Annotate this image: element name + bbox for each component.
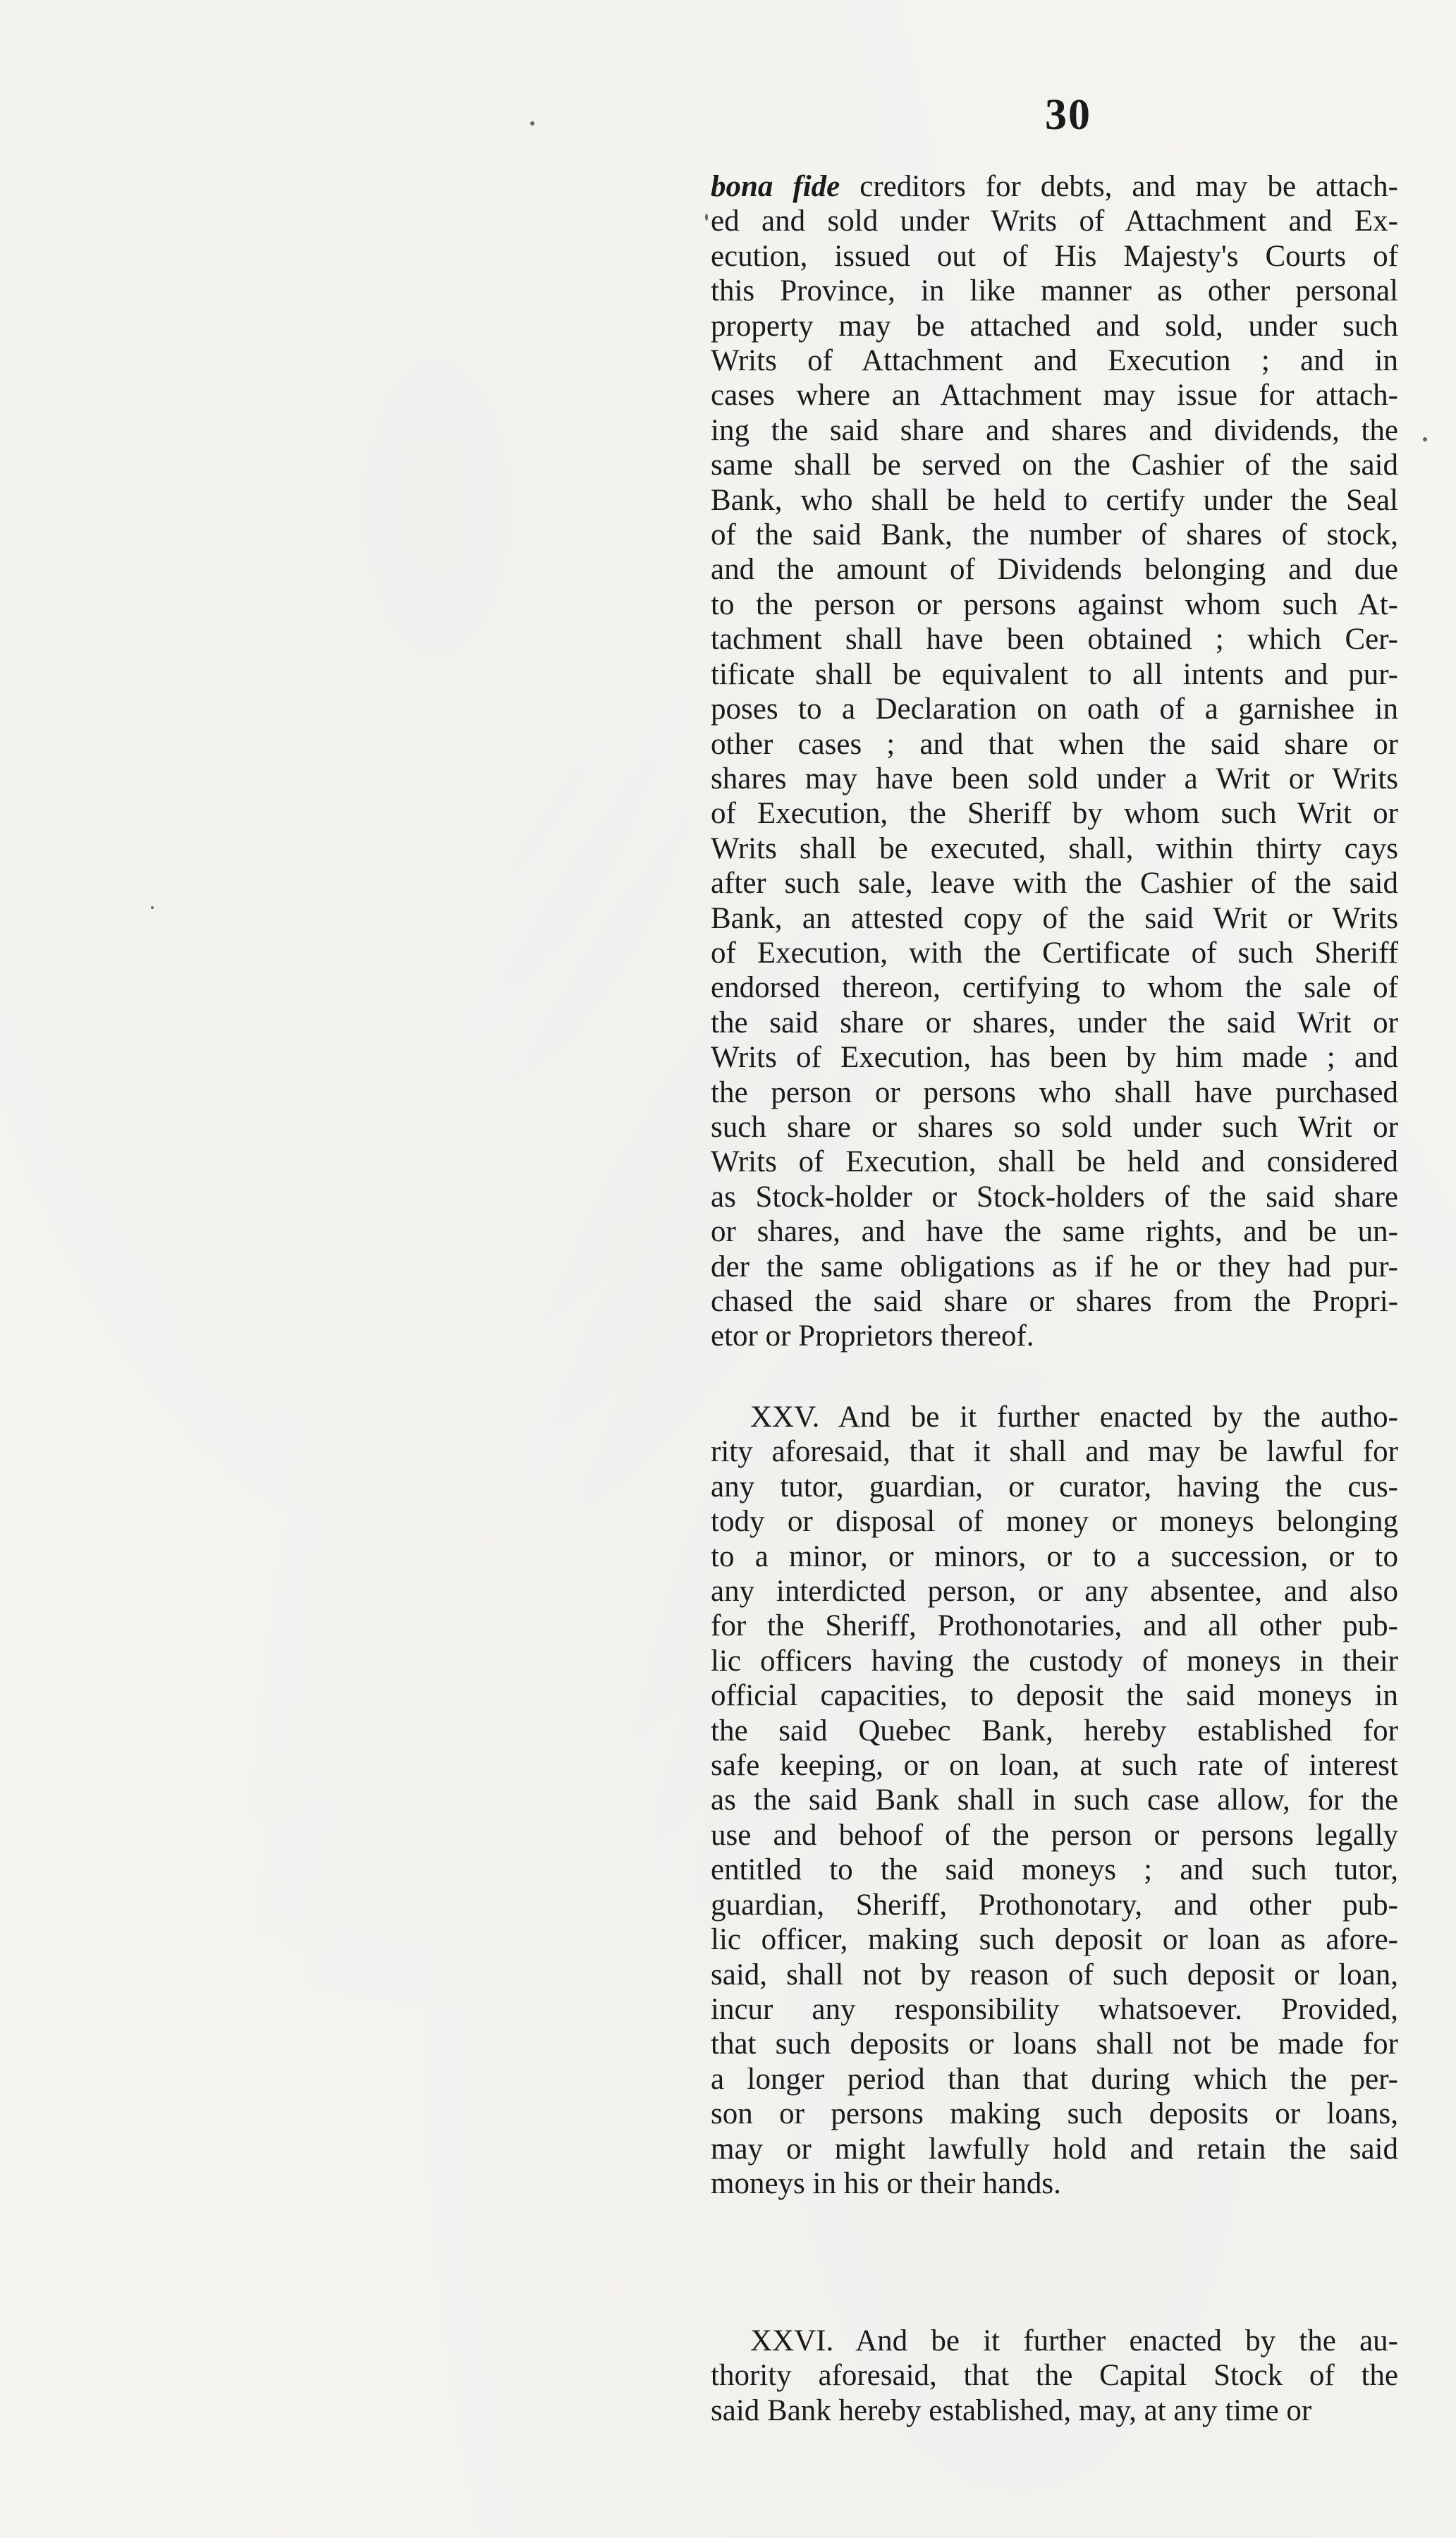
- text-line: [711, 796, 1398, 831]
- text-line: [711, 1609, 1398, 1643]
- line-text: Writs of Execution, shall be held and considered: [711, 1145, 1398, 1179]
- text-line: [711, 1853, 1398, 1887]
- line-text: any tutor, guardian, or curator, having the cus-: [711, 1470, 1398, 1503]
- text-line: [711, 2166, 1398, 2201]
- line-text: tody or disposal of money or moneys belonging: [711, 1505, 1398, 1539]
- text-line: [711, 1006, 1398, 1040]
- line-text: same shall be served on the Cashier of the said: [711, 449, 1398, 482]
- text-line: [711, 831, 1398, 866]
- line-text: XXV. And be it further enacted by the autho-: [750, 1401, 1398, 1434]
- line-text: use and behoof of the person or persons legally: [711, 1818, 1398, 1852]
- text-line: [711, 587, 1398, 622]
- line-text: a longer period than that during which the per-: [711, 2062, 1398, 2096]
- italic-phrase: bona fide: [711, 170, 840, 203]
- text-line: [711, 1818, 1398, 1853]
- line-text: Bank, an attested copy of the said Writ or Writs: [711, 901, 1398, 935]
- line-text: son or persons making such deposits or loans,: [711, 2097, 1398, 2131]
- text-line: [711, 448, 1398, 482]
- text-line: [711, 1504, 1398, 1539]
- line-text: to the person or persons against whom such At-: [711, 587, 1398, 621]
- line-text: said Bank hereby established, may, at any time or: [711, 2393, 1312, 2427]
- line-text: endorsed thereon, certifying to whom the sale of: [711, 971, 1398, 1005]
- text-line: [711, 2358, 1398, 2393]
- text-line: [711, 204, 1398, 238]
- text-line: [711, 1284, 1398, 1319]
- line-text: tificate shall be equivalent to all intents and pur-: [711, 657, 1398, 691]
- line-text: the person or persons who shall have purchased: [711, 1075, 1398, 1109]
- text-line: [711, 343, 1398, 378]
- text-line: [711, 1400, 1398, 1434]
- text-line: [711, 1678, 1398, 1713]
- text-line: [711, 1574, 1398, 1609]
- line-text: such share or shares so sold under such Writ or: [711, 1110, 1398, 1144]
- line-text: thority aforesaid, that the Capital Stock of the: [711, 2359, 1398, 2393]
- text-line: [711, 1922, 1398, 1957]
- text-line: [711, 1958, 1398, 1992]
- text-line: [711, 1992, 1398, 2027]
- text-line: [711, 1783, 1398, 1817]
- section-xxvi-capital-stock: [711, 2324, 1398, 2428]
- text-line: [711, 1888, 1398, 1922]
- text-line: [711, 378, 1398, 413]
- line-text: the said share or shares, under the said Writ or: [711, 1006, 1398, 1039]
- text-line: [711, 1714, 1398, 1748]
- text-line: [711, 309, 1398, 343]
- text-line: [711, 1214, 1398, 1249]
- text-line: [711, 483, 1398, 518]
- text-line: [711, 866, 1398, 901]
- text-line: [711, 1748, 1398, 1783]
- line-text: said, shall not by reason of such deposit or loan,: [711, 1958, 1398, 1991]
- line-text: moneys in his or their hands.: [711, 2166, 1061, 2200]
- text-line: [711, 2393, 1398, 2428]
- text-line: [711, 727, 1398, 762]
- line-text: ecution, issued out of His Majesty's Courts of: [711, 239, 1398, 273]
- text-line: [711, 274, 1398, 308]
- line-text: lic officer, making such deposit or loan as afore-: [711, 1923, 1398, 1957]
- line-text: guardian, Sheriff, Prothonotary, and other pub-: [711, 1888, 1398, 1922]
- text-line: [711, 657, 1398, 692]
- text-line: [711, 1470, 1398, 1504]
- text-line: [711, 2097, 1398, 2131]
- line-text: entitled to the said moneys ; and such tutor,: [711, 1853, 1398, 1887]
- line-text: may or might lawfully hold and retain the said: [711, 2132, 1398, 2166]
- text-line: [711, 1434, 1398, 1469]
- text-line: [711, 552, 1398, 587]
- text-line: [711, 622, 1398, 657]
- line-text: der the same obligations as if he or they had pur-: [711, 1250, 1398, 1283]
- line-text: as Stock-holder or Stock-holders of the said share: [711, 1180, 1398, 1214]
- text-line: [711, 1539, 1398, 1574]
- text-line: [711, 1110, 1398, 1145]
- line-text: or shares, and have the same rights, and be un-: [711, 1215, 1398, 1249]
- line-text: Bank, who shall be held to certify under the Seal: [711, 483, 1398, 517]
- text-line: [711, 413, 1398, 448]
- text-line: [711, 1250, 1398, 1284]
- line-text: for the Sheriff, Prothonotaries, and all other pub-: [711, 1609, 1398, 1643]
- line-text: any interdicted person, or any absentee, and also: [711, 1575, 1398, 1609]
- text-line: [711, 239, 1398, 274]
- line-text: this Province, in like manner as other personal: [711, 274, 1398, 308]
- line-text: poses to a Declaration on oath of a garnishee in: [711, 693, 1398, 726]
- line-text: tachment shall have been obtained ; which Cer-: [711, 623, 1398, 657]
- section-xxv-deposits: [711, 1400, 1398, 2201]
- ink-speck: [530, 121, 534, 126]
- line-text: of Execution, with the Certificate of such Sheriff: [711, 936, 1398, 970]
- line-text: property may be attached and sold, under such: [711, 309, 1398, 343]
- line-text: XXVI. And be it further enacted by the au-: [750, 2324, 1398, 2357]
- line-text: etor or Proprietors thereof.: [711, 1319, 1034, 1353]
- line-text: official capacities, to deposit the said moneys in: [711, 1679, 1398, 1713]
- ink-speck: [705, 214, 708, 221]
- ink-speck: [151, 906, 154, 909]
- line-text: ing the said share and shares and dividends, the: [711, 413, 1398, 447]
- line-text: Writs of Attachment and Execution ; and in: [711, 344, 1398, 378]
- line-text: of the said Bank, the number of shares of stock,: [711, 518, 1398, 552]
- line-text: as the said Bank shall in such case allow, for the: [711, 1783, 1398, 1817]
- line-text: Writs of Execution, has been by him made ; and: [711, 1041, 1398, 1075]
- line-text: incur any responsibility whatsoever. Provided,: [711, 1992, 1398, 2026]
- paragraph-bank-shares-attachment: [711, 169, 1398, 1354]
- text-line: [711, 762, 1398, 796]
- text-line: [711, 1040, 1398, 1075]
- text-line: [711, 1075, 1398, 1110]
- line-text: other cases ; and that when the said share or: [711, 727, 1398, 761]
- line-text: rity aforesaid, that it shall and may be lawful for: [711, 1435, 1398, 1469]
- text-line: [711, 2062, 1398, 2097]
- text-line: [711, 1145, 1398, 1179]
- line-text: cases where an Attachment may issue for attach-: [711, 379, 1398, 413]
- line-text: shares may have been sold under a Writ or Writs: [711, 762, 1398, 795]
- text-line: [711, 2027, 1398, 2061]
- line-text: chased the said share or shares from the Propri-: [711, 1285, 1398, 1318]
- line-text: Writs shall be executed, shall, within thirty cays: [711, 831, 1398, 865]
- text-line: [711, 970, 1398, 1005]
- line-text: lic officers having the custody of moneys in their: [711, 1644, 1398, 1678]
- line-text: after such sale, leave with the Cashier of the said: [711, 867, 1398, 901]
- text-line: [711, 1644, 1398, 1678]
- line-text: ed and sold under Writs of Attachment and Ex-: [711, 205, 1398, 238]
- line-text: safe keeping, or on loan, at such rate of interest: [711, 1749, 1398, 1783]
- line-text: that such deposits or loans shall not be made for: [711, 2027, 1398, 2061]
- line-text: of Execution, the Sheriff by whom such Writ or: [711, 797, 1398, 831]
- line-text: creditors for debts, and may be attach-: [840, 170, 1398, 203]
- page-number: 30: [1045, 91, 1091, 139]
- text-line: [711, 936, 1398, 970]
- line-text: to a minor, or minors, or to a succession, or to: [711, 1539, 1398, 1573]
- text-line: [711, 2132, 1398, 2166]
- text-line: [711, 692, 1398, 726]
- line-text: the said Quebec Bank, hereby established for: [711, 1714, 1398, 1747]
- text-line: [711, 1319, 1398, 1353]
- ink-speck: [1423, 437, 1427, 441]
- text-line: [711, 2324, 1398, 2358]
- text-line: [711, 169, 1398, 204]
- text-line: [711, 901, 1398, 936]
- text-line: [711, 518, 1398, 552]
- text-line: [711, 1180, 1398, 1214]
- line-text: and the amount of Dividends belonging and due: [711, 553, 1398, 587]
